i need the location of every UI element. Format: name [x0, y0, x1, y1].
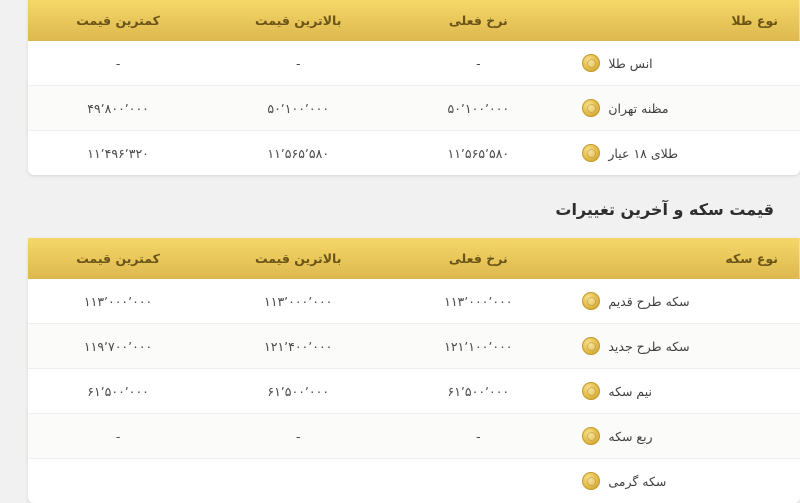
row-highest-price	[208, 459, 388, 503]
type-cell-content	[582, 427, 790, 445]
table-row[interactable]	[28, 414, 800, 459]
coin-section-heading-wrap	[28, 200, 800, 219]
row-lowest-price: -	[28, 414, 208, 459]
row-lowest-price: ۱۱۳٬۰۰۰٬۰۰۰	[28, 279, 208, 324]
gold-coin-icon	[582, 427, 600, 445]
coin-table-head	[28, 238, 800, 279]
table-row[interactable]	[28, 324, 800, 369]
row-type-label: سکه طرح جدید	[608, 339, 689, 354]
row-type-cell	[568, 324, 800, 369]
row-type-cell	[568, 414, 800, 459]
gold-coin-icon	[582, 292, 600, 310]
row-type-cell	[568, 369, 800, 414]
type-cell-content	[582, 472, 790, 490]
row-current-price: ۱۱٬۵۶۵٬۵۸۰	[388, 131, 568, 176]
type-cell-content	[582, 382, 790, 400]
row-lowest-price	[28, 459, 208, 503]
row-type-cell	[568, 41, 800, 86]
row-lowest-price: ۴۹٬۸۰۰٬۰۰۰	[28, 86, 208, 131]
row-lowest-price: ۱۱۹٬۷۰۰٬۰۰۰	[28, 324, 208, 369]
gold-table-header-row	[28, 0, 800, 41]
table-row[interactable]	[28, 459, 800, 503]
gold-price-section	[28, 0, 800, 175]
gold-header-highest: بالاترین قیمت	[208, 0, 388, 41]
gold-coin-icon	[582, 382, 600, 400]
coin-header-lowest: کمترین قیمت	[28, 238, 208, 279]
row-highest-price: -	[208, 414, 388, 459]
row-lowest-price: -	[28, 41, 208, 86]
gold-header-type: نوع طلا	[568, 0, 800, 41]
row-type-label: ربع سکه	[608, 429, 652, 444]
row-current-price: ۵۰٬۱۰۰٬۰۰۰	[388, 86, 568, 131]
gold-table-head	[28, 0, 800, 41]
row-lowest-price: ۶۱٬۵۰۰٬۰۰۰	[28, 369, 208, 414]
coin-header-type: نوع سکه	[568, 238, 800, 279]
table-row[interactable]	[28, 131, 800, 176]
table-row[interactable]	[28, 279, 800, 324]
coin-table-header-row	[28, 238, 800, 279]
type-cell-content	[582, 337, 790, 355]
gold-price-card	[28, 0, 800, 175]
row-highest-price: ۵۰٬۱۰۰٬۰۰۰	[208, 86, 388, 131]
gold-coin-icon	[582, 472, 600, 490]
gold-price-table	[28, 0, 800, 175]
row-type-cell	[568, 86, 800, 131]
table-row[interactable]	[28, 369, 800, 414]
gold-header-current: نرخ فعلی	[388, 0, 568, 41]
coin-table-body	[28, 279, 800, 503]
coin-header-current: نرخ فعلی	[388, 238, 568, 279]
coin-price-section	[28, 238, 800, 503]
row-current-price: ۱۲۱٬۱۰۰٬۰۰۰	[388, 324, 568, 369]
row-current-price	[388, 459, 568, 503]
table-row[interactable]	[28, 86, 800, 131]
gold-coin-icon	[582, 99, 600, 117]
row-type-label: طلای ۱۸ عیار	[608, 146, 678, 161]
type-cell-content	[582, 144, 790, 162]
coin-header-highest: بالاترین قیمت	[208, 238, 388, 279]
row-type-cell	[568, 459, 800, 503]
row-current-price: ۱۱۳٬۰۰۰٬۰۰۰	[388, 279, 568, 324]
row-type-label: مظنه تهران	[608, 101, 668, 116]
gold-coin-icon	[582, 337, 600, 355]
row-type-label: سکه گرمی	[608, 474, 666, 489]
row-current-price: ۶۱٬۵۰۰٬۰۰۰	[388, 369, 568, 414]
gold-table-body	[28, 41, 800, 175]
type-cell-content	[582, 292, 790, 310]
coin-section-heading: قیمت سکه و آخرین تغییرات	[28, 200, 800, 219]
coin-price-table	[28, 238, 800, 503]
coin-price-card	[28, 238, 800, 503]
table-row[interactable]	[28, 41, 800, 86]
row-type-cell	[568, 131, 800, 176]
type-cell-content	[582, 54, 790, 72]
gold-coin-icon	[582, 54, 600, 72]
row-highest-price: ۱۱٬۵۶۵٬۵۸۰	[208, 131, 388, 176]
row-current-price: -	[388, 414, 568, 459]
gold-coin-icon	[582, 144, 600, 162]
row-lowest-price: ۱۱٬۴۹۶٬۳۲۰	[28, 131, 208, 176]
row-current-price: -	[388, 41, 568, 86]
row-highest-price: -	[208, 41, 388, 86]
row-type-label: سکه طرح قدیم	[608, 294, 689, 309]
gold-header-lowest: کمترین قیمت	[28, 0, 208, 41]
row-type-label: نیم سکه	[608, 384, 652, 399]
row-highest-price: ۱۱۳٬۰۰۰٬۰۰۰	[208, 279, 388, 324]
row-type-cell	[568, 279, 800, 324]
row-highest-price: ۶۱٬۵۰۰٬۰۰۰	[208, 369, 388, 414]
row-highest-price: ۱۲۱٬۴۰۰٬۰۰۰	[208, 324, 388, 369]
row-type-label: انس طلا	[608, 56, 652, 71]
type-cell-content	[582, 99, 790, 117]
